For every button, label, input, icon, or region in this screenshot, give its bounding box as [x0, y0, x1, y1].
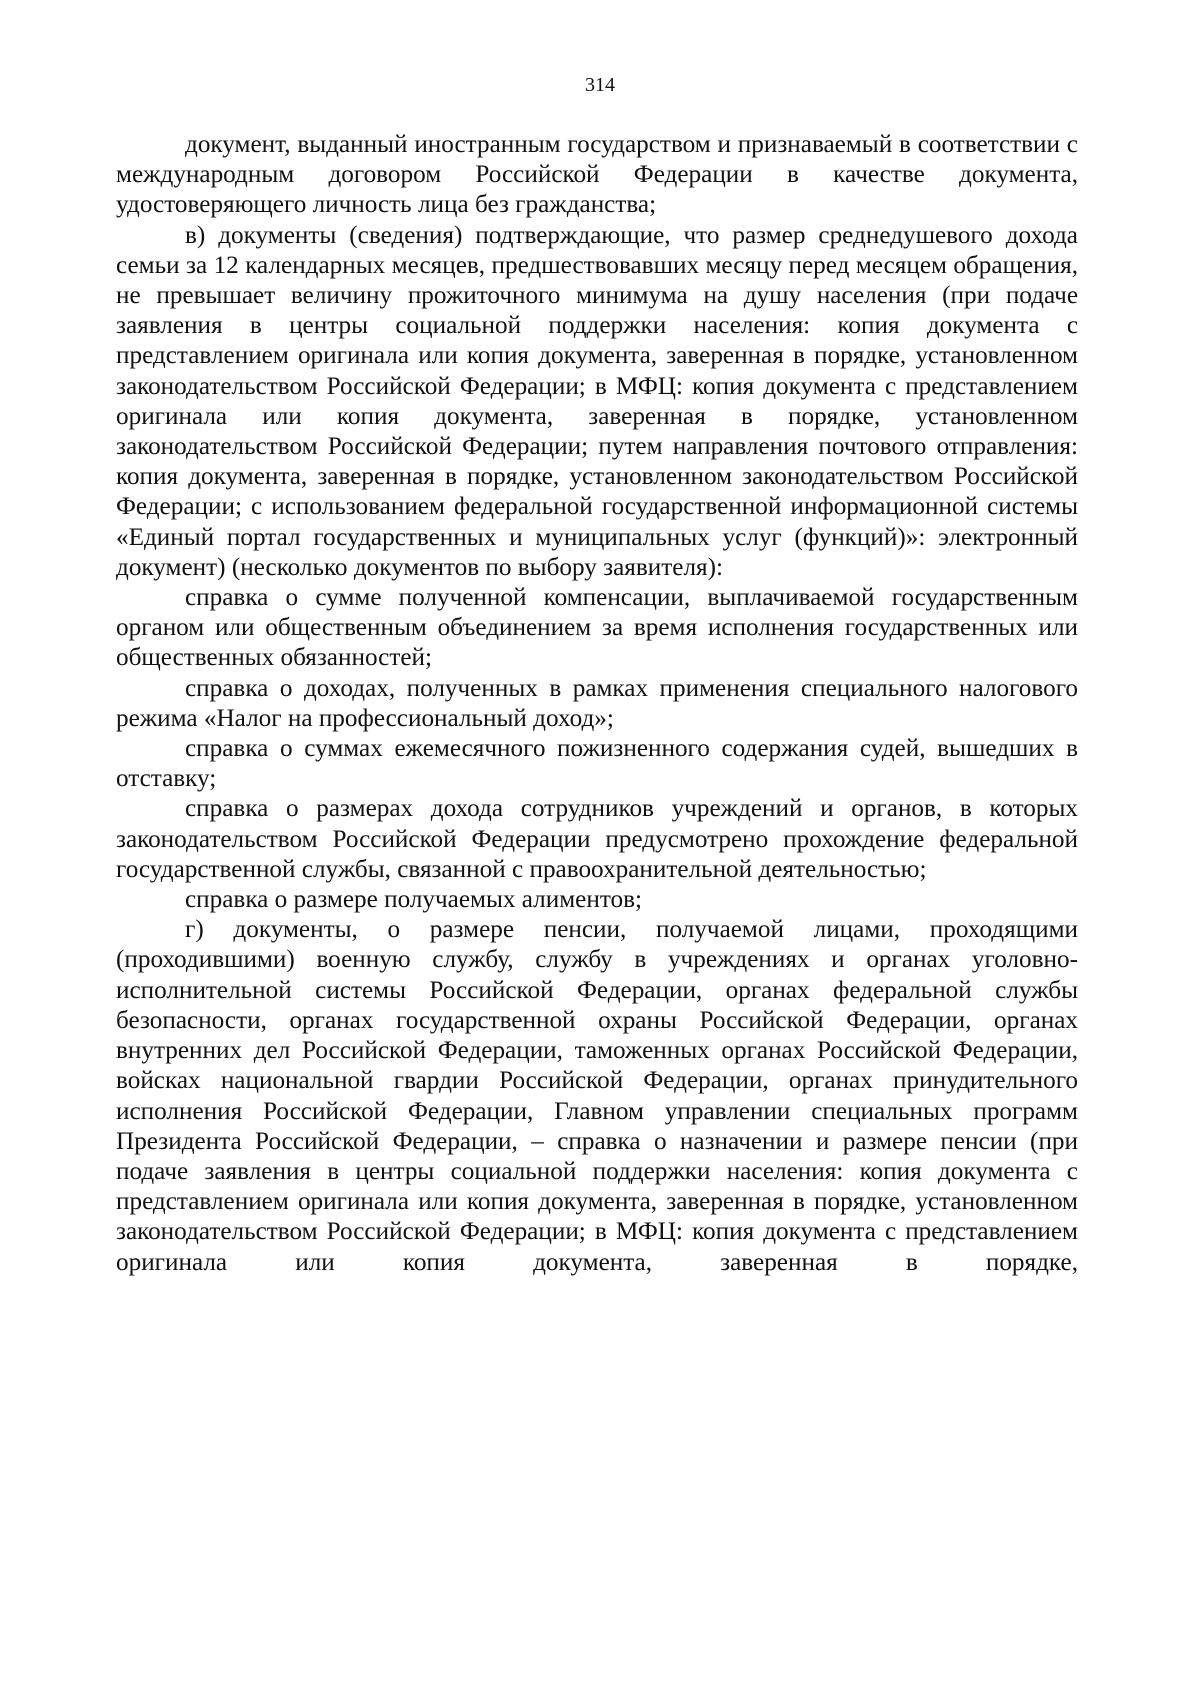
paragraph-compensation-certificate: справка о сумме полученной компенсации, выплачиваемой государственным органом или общественным объединением за время исполнения государственных или общественных обязанностей; [116, 584, 1078, 672]
document-body [116, 130, 1078, 1278]
paragraph-judges-allowance-certificate: справка о суммах ежемесячного пожизненного содержания судей, вышедших в отставку; [116, 735, 1078, 793]
page-number: 314 [585, 74, 615, 96]
paragraph-alimony-certificate: справка о размере получаемых алиментов; [185, 886, 642, 914]
paragraph-income-documents: в) документы (сведения) подтверждающие, что размер среднедушевого дохода семьи за 12 календарных месяцев, предшествовавших месяцу перед месяцем обращения, не превышает величину прожиточного минимума на душу населения (при подаче заявления в центры социальной поддержки населения: копия документа с представлением оригинала или копия документа, заверенная в порядке, установленном законодательством Российской Федерации; в МФЦ: копия документа с представлением оригинала или копия документа, заверенная в порядке, установленном законодательством Российской Федерации; путем направления почтового отправления: копия документа, заверенная в порядке, установленном законодательством Российской Федерации; с использованием федеральной государственной информационной системы «Единый портал государственных и муниципальных услуг (функций)»: электронный документ) (несколько документов по выбору заявителя): [116, 221, 1078, 581]
paragraph-identity-document: документ, выданный иностранным государством и признаваемый в соответствии с международным договором Российской Федерации в качестве документа, удостоверяющего личность лица без гражданства; [116, 131, 1078, 219]
paragraph-pension-documents: г) документы, о размере пенсии, получаемой лицами, проходящими (проходившими) военную службу, службу в учреждениях и органах уголовно-исполнительной системы Российской Федерации, органах федеральной службы безопасности, органах государственной охраны Российской Федерации, органах внутренних дел Российской Федерации, таможенных органах Российской Федерации, войсках национальной гвардии Российской Федерации, органах принудительного исполнения Российской Федерации, Главном управлении специальных программ Президента Российской Федерации, – справка о назначении и размере пенсии (при подаче заявления в центры социальной поддержки населения: копия документа с представлением оригинала или копия документа, заверенная в порядке, установленном законодательством Российской Федерации; в МФЦ: копия документа с представлением оригинала или копия документа, заверенная в порядке, [116, 916, 1078, 1276]
paragraph-law-enforcement-income-certificate: справка о размерах дохода сотрудников учреждений и органов, в которых законодательством Российской Федерации предусмотрено прохождение федеральной государственной службы, связанной с правоохранительной деятельностью; [116, 795, 1078, 883]
paragraph-professional-income-certificate: справка о доходах, полученных в рамках применения специального налогового режима «Налог на профессиональный доход»; [116, 674, 1078, 732]
